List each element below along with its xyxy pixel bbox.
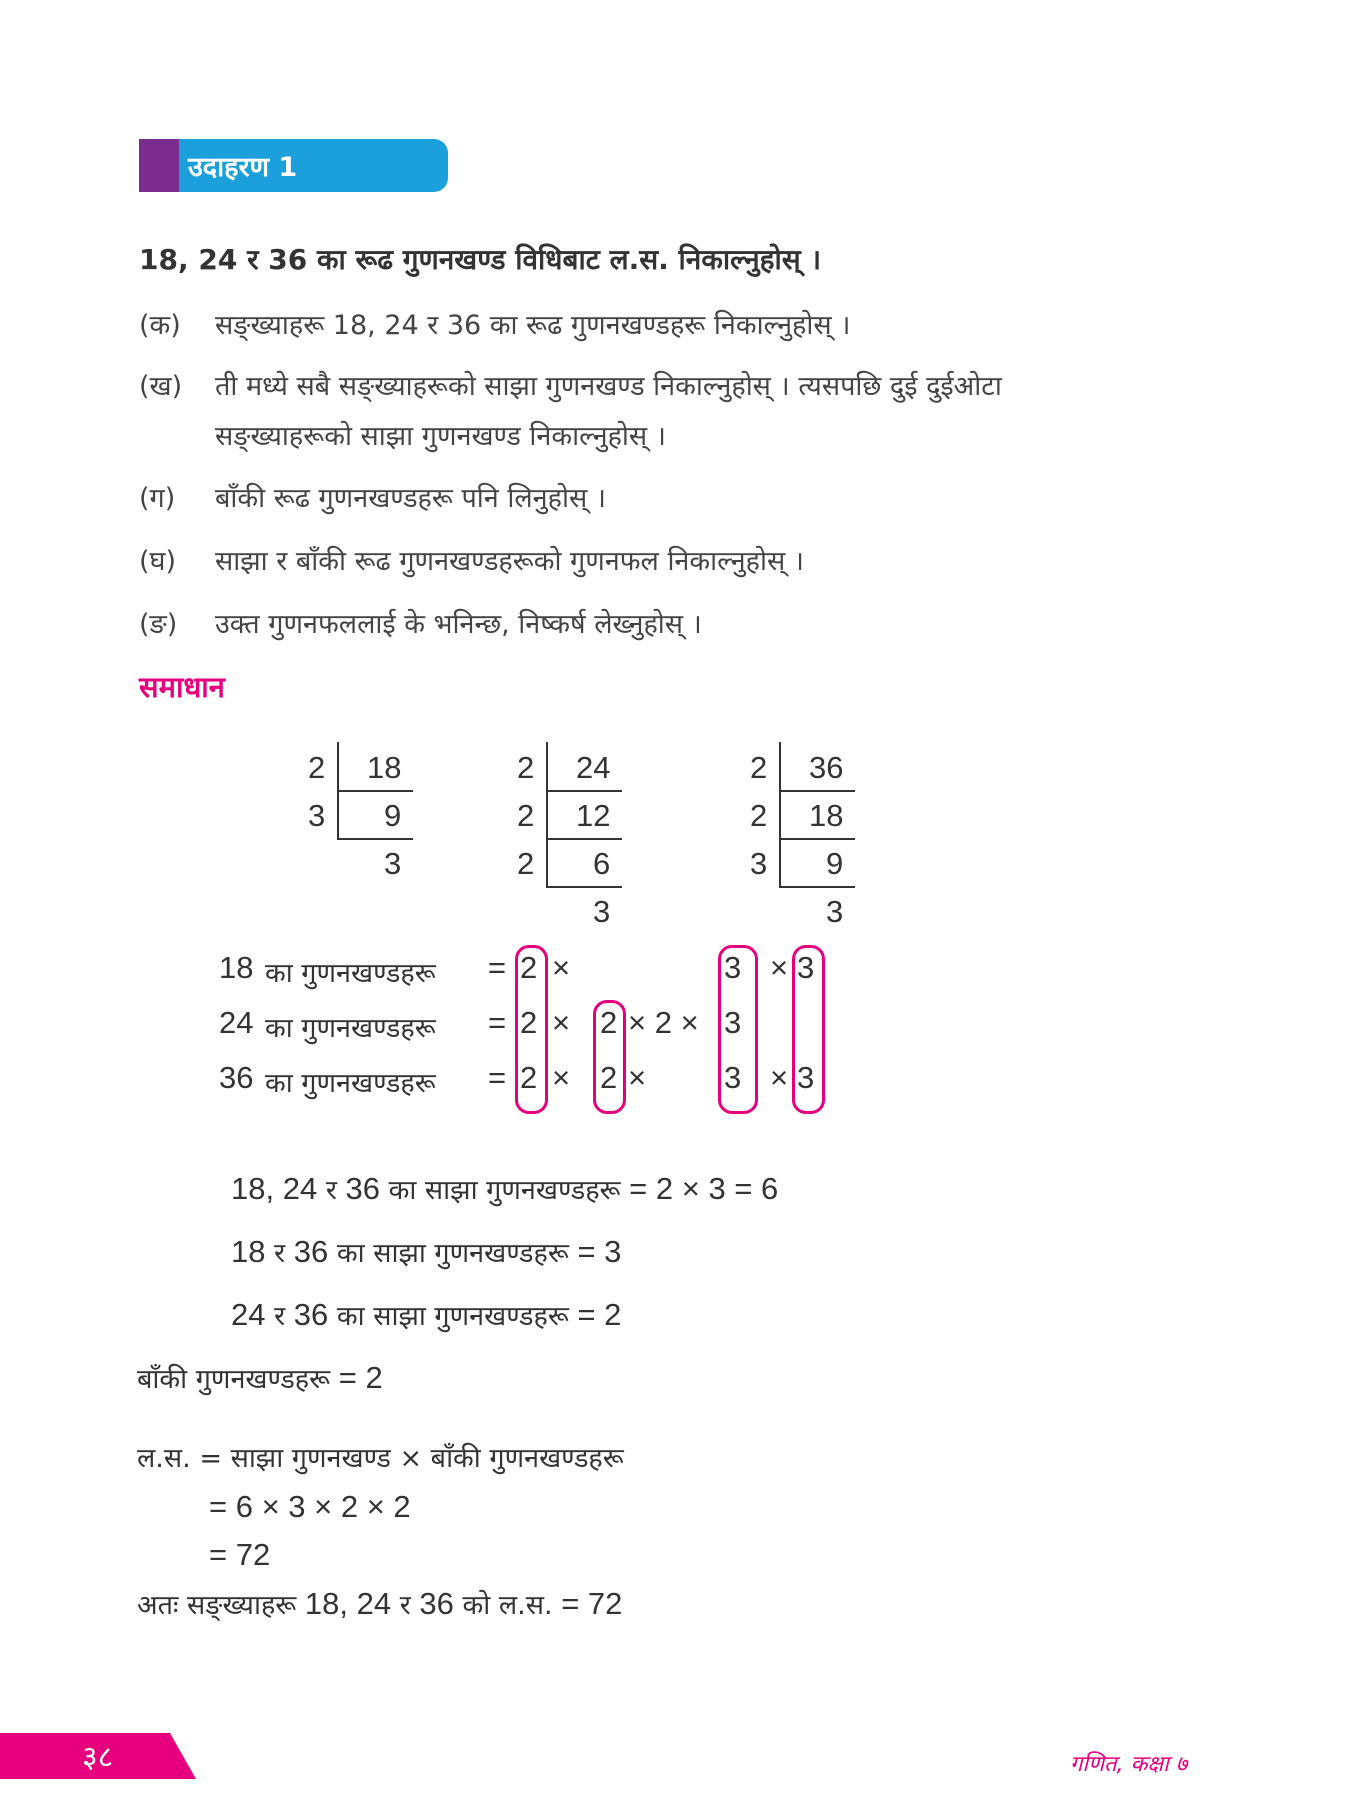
label: का साझा गुणनखण्डहरू bbox=[336, 1301, 569, 1332]
factor: 2 bbox=[520, 1005, 538, 1040]
label: का साझा गुणनखण्डहरू bbox=[336, 1238, 569, 1269]
common-18-36 bbox=[231, 1233, 621, 1270]
number: 36 bbox=[345, 1171, 380, 1206]
lcm-formula bbox=[137, 1438, 624, 1475]
book-title: गणित, कक्षा ७ bbox=[1070, 1752, 1188, 1777]
quotient: 3 bbox=[384, 846, 402, 881]
common-all bbox=[231, 1170, 778, 1207]
dividend: 36 bbox=[809, 750, 844, 785]
step-kha bbox=[139, 366, 1199, 456]
division-line bbox=[779, 886, 855, 888]
factor: 3 bbox=[724, 1060, 742, 1095]
step-nga bbox=[139, 604, 1199, 644]
division-line bbox=[779, 838, 855, 840]
numbers: 18, 24 bbox=[304, 1586, 392, 1621]
label: बाँकी गुणनखण्डहरू bbox=[137, 1364, 331, 1395]
division-bar bbox=[546, 742, 548, 888]
divisor: 2 bbox=[517, 846, 535, 881]
step-text-cont: सङ्ख्याहरूको साझा गुणनखण्ड निकाल्नुहोस् । bbox=[215, 421, 666, 452]
step-gha bbox=[139, 541, 1199, 581]
division-line bbox=[779, 790, 855, 792]
factor: 3 bbox=[724, 1005, 742, 1040]
page-number: ३८ bbox=[82, 1740, 114, 1775]
step-label: (ङ) bbox=[139, 609, 178, 640]
lcm-step: = 6 × 3 × 2 × 2 bbox=[209, 1489, 411, 1524]
factor: 3 bbox=[797, 1060, 815, 1095]
common-24-36 bbox=[231, 1296, 621, 1333]
conjunction: र bbox=[399, 1590, 411, 1621]
factor: 3 bbox=[797, 950, 815, 985]
dividend: 9 bbox=[384, 798, 402, 833]
conclusion bbox=[137, 1585, 622, 1622]
step-text: उक्त गुणनफललाई के भनिन्छ, निष्कर्ष लेख्नुहोस् । bbox=[215, 609, 702, 640]
example-title: उदाहरण 1 bbox=[188, 152, 298, 183]
conclusion-prefix: अतः सङ्ख्याहरू bbox=[137, 1590, 297, 1621]
division-line bbox=[546, 790, 622, 792]
equals: = bbox=[488, 1005, 507, 1040]
division-line bbox=[337, 838, 413, 840]
conjunction: र bbox=[325, 1175, 337, 1206]
divisor: 3 bbox=[750, 846, 768, 881]
factor: 2 bbox=[520, 950, 538, 985]
division-line bbox=[546, 838, 622, 840]
factor-row-label: का गुणनखण्डहरू bbox=[265, 1068, 436, 1099]
common-factor-ring bbox=[593, 1000, 626, 1114]
dividend: 9 bbox=[826, 846, 844, 881]
number: 18 bbox=[231, 1234, 266, 1269]
number: 24 bbox=[231, 1297, 266, 1332]
common-factor-ring bbox=[792, 945, 825, 1114]
numbers: 18, 24 bbox=[231, 1171, 318, 1206]
conjunction: र bbox=[274, 1301, 286, 1332]
dividend: 18 bbox=[367, 750, 402, 785]
conjunction: र bbox=[274, 1238, 286, 1269]
division-line bbox=[337, 790, 413, 792]
question: 18, 24 र 36 का रूढ गुणनखण्ड विधिबाट ल.स. निकाल्नुहोस् । bbox=[139, 243, 822, 276]
solution-heading: समाधान bbox=[139, 670, 225, 704]
divisor: 3 bbox=[308, 798, 326, 833]
lcm-result: = 72 bbox=[209, 1537, 271, 1572]
common-factor-ring bbox=[515, 945, 548, 1114]
number: 36 bbox=[293, 1297, 329, 1332]
divisor: 2 bbox=[517, 798, 535, 833]
divisor: 2 bbox=[750, 750, 768, 785]
equals: = bbox=[488, 950, 507, 985]
times: × bbox=[552, 1005, 571, 1040]
value: = 2 bbox=[338, 1360, 383, 1395]
common-factor-ring bbox=[718, 945, 758, 1114]
equals: = bbox=[488, 1060, 507, 1095]
dividend: 18 bbox=[809, 798, 844, 833]
quotient: 3 bbox=[593, 894, 611, 929]
value: = 72 bbox=[561, 1586, 623, 1621]
dividend: 12 bbox=[576, 798, 611, 833]
number: 36 bbox=[419, 1586, 454, 1621]
step-text: बाँकी रूढ गुणनखण्डहरू पनि लिनुहोस् । bbox=[215, 483, 607, 514]
times: × bbox=[628, 1060, 647, 1095]
step-ka bbox=[139, 305, 1199, 345]
factor: 2 bbox=[520, 1060, 538, 1095]
factor-row-number: 18 bbox=[219, 950, 254, 985]
factor-row-number: 36 bbox=[219, 1060, 254, 1095]
step-text: साझा र बाँकी रूढ गुणनखण्डहरूको गुणनफल निकाल्नुहोस् । bbox=[215, 546, 805, 577]
times: × bbox=[770, 950, 789, 985]
quotient: 3 bbox=[826, 894, 844, 929]
division-line bbox=[546, 886, 622, 888]
dividend: 6 bbox=[593, 846, 611, 881]
remaining-factors bbox=[137, 1359, 383, 1396]
label: का साझा गुणनखण्डहरू bbox=[388, 1175, 621, 1206]
step-label: (ख) bbox=[139, 371, 183, 402]
dividend: 24 bbox=[576, 750, 611, 785]
step-label: (घ) bbox=[139, 546, 177, 577]
header-accent bbox=[139, 139, 179, 192]
step-ga bbox=[139, 478, 1199, 518]
value: = 3 bbox=[577, 1234, 622, 1269]
factor-row-label: का गुणनखण्डहरू bbox=[265, 958, 436, 989]
label: को ल.स. bbox=[462, 1590, 553, 1621]
value: = 2 × 3 = 6 bbox=[629, 1171, 779, 1206]
number: 36 bbox=[293, 1234, 329, 1269]
lcm-label: ल.स. bbox=[137, 1443, 191, 1474]
divisor: 2 bbox=[750, 798, 768, 833]
value: = 2 bbox=[577, 1297, 622, 1332]
factor-row-number: 24 bbox=[219, 1005, 254, 1040]
step-text: ती मध्ये सबै सङ्ख्याहरूको साझा गुणनखण्ड निकाल्नुहोस् । त्यसपछि दुई दुईओटा bbox=[215, 371, 1002, 402]
factor: 2 bbox=[600, 1005, 618, 1040]
times: × bbox=[552, 1060, 571, 1095]
factor-row-label: का गुणनखण्डहरू bbox=[265, 1013, 436, 1044]
divisor: 2 bbox=[517, 750, 535, 785]
divisor: 2 bbox=[308, 750, 326, 785]
factor: 2 bbox=[600, 1060, 618, 1095]
step-label: (क) bbox=[139, 310, 181, 341]
lcm-definition: = साझा गुणनखण्ड × बाँकी गुणनखण्डहरू bbox=[199, 1443, 624, 1474]
factor: 3 bbox=[724, 950, 742, 985]
times: × bbox=[770, 1060, 789, 1095]
step-text: सङ्ख्याहरू 18, 24 र 36 का रूढ गुणनखण्डहरू निकाल्नुहोस् । bbox=[215, 310, 851, 341]
division-bar bbox=[779, 742, 781, 888]
times: × bbox=[552, 950, 571, 985]
step-label: (ग) bbox=[139, 483, 176, 514]
times-sequence: × 2 × bbox=[628, 1005, 699, 1040]
